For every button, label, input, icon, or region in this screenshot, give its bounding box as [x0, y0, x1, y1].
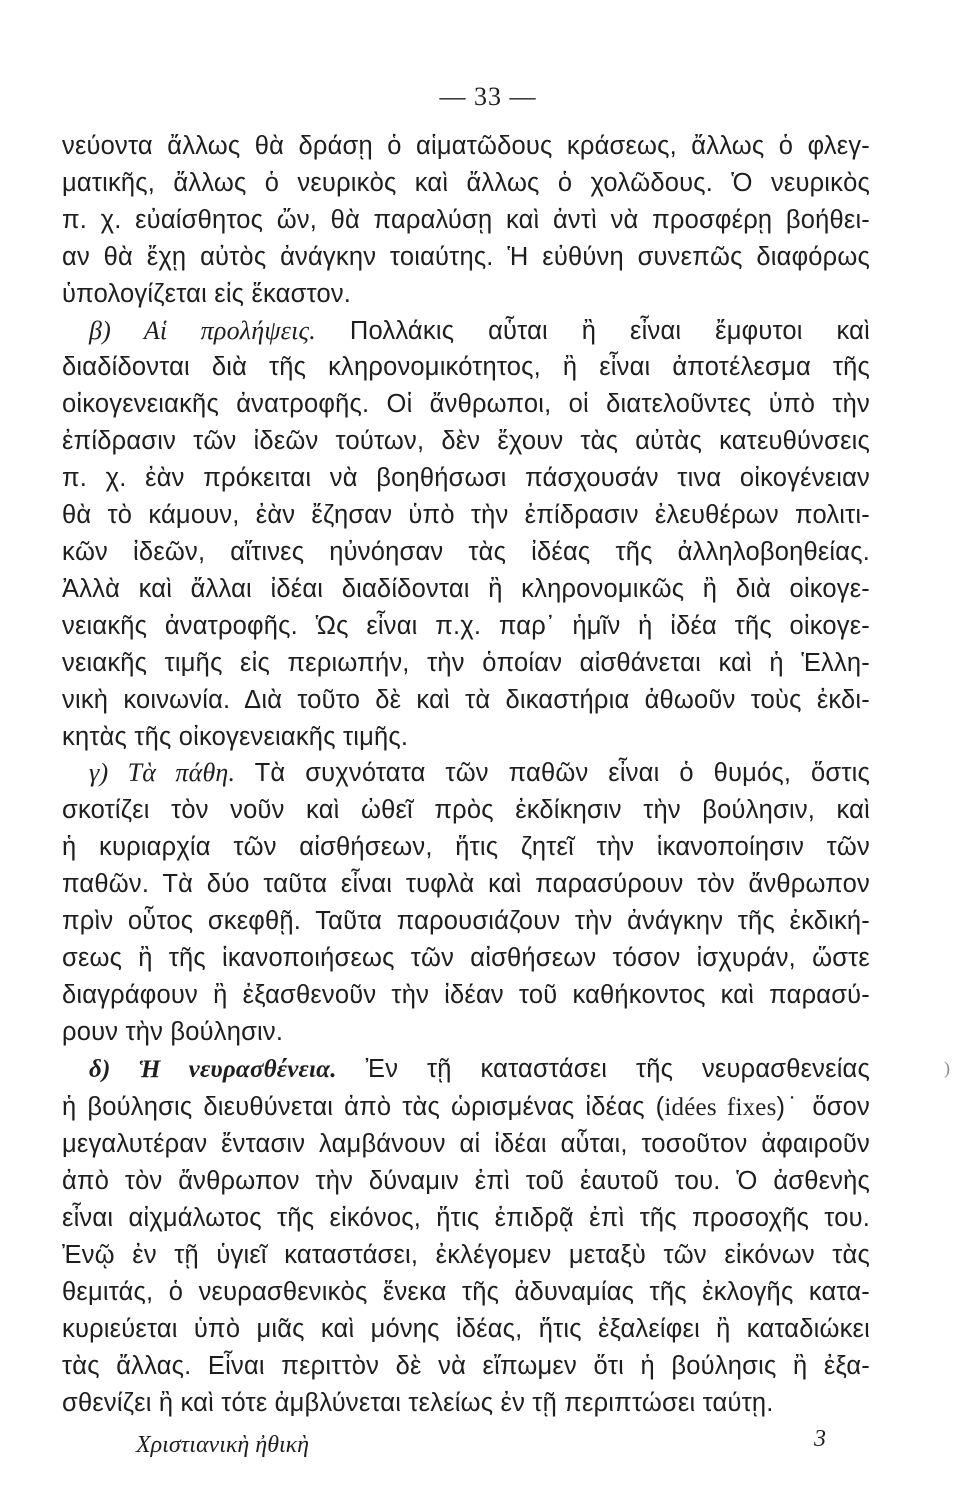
- text-line: τὰς ἄλλας. Εἶναι περιττὸν δὲ νὰ εἴπωμεν ὅτι ἡ βούλησις ἢ ἐξα-: [62, 1351, 870, 1380]
- paragraph-g-first-line: [62, 755, 870, 792]
- paragraph-g-heading: γ) Τὰ πάθη.: [89, 758, 236, 788]
- text-line: νεύοντα ἄλλως θὰ δράσῃ ὁ αἱματῶδους κράσεως, ἄλλως ὁ φλεγ-: [62, 132, 870, 160]
- paragraph-d-heading: δ) Ἡ νευρασθένεια.: [89, 1055, 337, 1083]
- text-line: οἰκογενειακῆς ἀνατροφῆς. Οἱ ἄνθρωποι, οἱ διατελοῦντες ὑπὸ τὴν: [62, 390, 870, 419]
- page-number: — 33 —: [439, 82, 537, 111]
- text-line: θὰ τὸ κάμουν, ἐὰν ἔζησαν ὑπὸ τὴν ἐπίδρασιν ἐλευθέρων πολιτι-: [62, 501, 870, 530]
- text-line: σκοτίζει τὸν νοῦν καὶ ὠθεῖ πρὸς ἐκδίκησιν τὴν βούλησιν, καὶ: [62, 796, 870, 825]
- paragraph-d-first-line: [62, 1051, 870, 1089]
- text-line: κυριεύεται ὑπὸ μιᾶς καὶ μόνης ἰδέας, ἥτις ἐξαλείφει ἢ καταδιώκει: [62, 1315, 870, 1343]
- text-line: Ἐνῷ ἐν τῇ ὑγιεῖ καταστάσει, ἐκλέγομεν μεταξὺ τῶν εἰκόνων τὰς: [62, 1241, 870, 1270]
- text-line: κητὰς τῆς οἰκογενειακῆς τιμῆς.: [62, 722, 409, 751]
- paragraph-b-first-line: [62, 313, 870, 350]
- signature-mark: 3: [814, 1426, 826, 1452]
- latin-phrase: idées fixes: [664, 1093, 777, 1121]
- text-line: ρουν τὴν βούλησιν.: [62, 1017, 284, 1046]
- footer-book-title: Χριστιανικὴ ἠθικὴ: [136, 1432, 310, 1458]
- text-line: διαγράφουν ἢ ἐξασθενοῦν τὴν ἰδέαν τοῦ καθήκοντος καὶ παρασύ-: [62, 980, 870, 1009]
- text-fragment: ἡ βούλησις διευθύνεται ἀπὸ τὰς ὡρισμένας ἰδέας (: [62, 1092, 665, 1121]
- text-line: πρὶν οὗτος σκεφθῇ. Ταῦτα παρουσιάζουν τὴν ἀνάγκην τῆς ἐκδική-: [62, 907, 870, 936]
- text-line: κῶν ἰδεῶν, αἵτινες ηὐνόησαν τὰς ἰδέας τῆς ἀλληλοβοηθείας.: [62, 537, 870, 566]
- text-line-with-latin: [62, 1089, 870, 1127]
- text-line: π. χ. ἐὰν πρόκειται νὰ βοηθήσωσι πάσχουσάν τινα οἰκογένειαν: [62, 464, 870, 493]
- text-line: νειακῆς ἀνατροφῆς. Ὡς εἶναι π.χ. παρ᾽ ἡμῖν ἡ ἰδέα τῆς οἰκογε-: [62, 611, 870, 640]
- text-line: διαδίδονται διὰ τῆς κληρονομικότητος, ἢ εἶναι ἀποτέλεσμα τῆς: [62, 353, 870, 382]
- text-line: εἶναι αἰχμάλωτος τῆς εἰκόνος, ἥτις ἐπιδρᾷ ἐπὶ τῆς προσοχῆς του.: [62, 1204, 870, 1233]
- paragraph-d-lead: Ἐν τῇ καταστάσει τῆς νευρασθενείας: [365, 1054, 870, 1083]
- text-line: νικὴ κοινωνία. Διὰ τοῦτο δὲ καὶ τὰ δικαστήρια ἀθωοῦν τοὺς ἐκδι-: [62, 685, 870, 714]
- page-footer: [136, 1426, 826, 1459]
- text-line: παθῶν. Τὰ δύο ταῦτα εἶναι τυφλὰ καὶ παρασύρουν τὸν ἄνθρωπον: [62, 870, 870, 899]
- text-line: ματικῆς, ἄλλως ὁ νευρικὸς καὶ ἄλλως ὁ χολῶδους. Ὁ νευρικὸς: [62, 168, 870, 197]
- text-line: ὑπολογίζεται εἰς ἕκαστον.: [62, 279, 352, 308]
- text-line: σεως ἢ τῆς ἱκανοποιήσεως τῶν αἰσθήσεων τόσον ἰσχυράν, ὥστε: [62, 943, 870, 972]
- paragraph-g-lead: Τὰ συχνότατα τῶν παθῶν εἶναι ὁ θυμός, ὅστις: [254, 759, 870, 788]
- text-line: θεμιτάς, ὁ νευρασθενικὸς ἕνεκα τῆς ἀδυναμίας τῆς ἐκλογῆς κατα-: [62, 1278, 870, 1307]
- text-line: Ἀλλὰ καὶ ἄλλαι ἰδέαι διαδίδονται ἢ κληρονομικῶς ἢ διὰ οἰκογε-: [62, 574, 870, 603]
- text-line: ἡ κυριαρχία τῶν αἰσθήσεων, ἥτις ζητεῖ τὴν ἱκανοποίησιν τῶν: [62, 833, 870, 862]
- text-fragment: )˙ ὅσον: [776, 1092, 870, 1121]
- text-line: ἐπίδρασιν τῶν ἰδεῶν τούτων, δὲν ἔχουν τὰς αὐτὰς κατευθύνσεις: [62, 427, 870, 456]
- body-text: [62, 128, 870, 1422]
- paragraph-b-heading: β) Αἱ προλήψεις.: [89, 315, 316, 345]
- paragraph-b-lead: Πολλάκις αὗται ἢ εἶναι ἔμφυτοι καὶ: [349, 316, 870, 345]
- text-line: σθενίζει ἢ καὶ τότε ἀμβλύνεται τελείως ἐν τῇ περιπτώσει ταύτῃ.: [62, 1388, 774, 1417]
- text-line: μεγαλυτέραν ἔντασιν λαμβάνουν αἱ ἰδέαι αὗται, τοσοῦτον ἀφαιροῦν: [62, 1130, 870, 1159]
- margin-mark: ): [944, 1058, 950, 1078]
- text-line: αν θὰ ἔχῃ αὐτὸς ἀνάγκην τοιαύτης. Ἡ εὐθύνη συνεπῶς διαφόρως: [62, 242, 870, 271]
- text-line: π. χ. εὐαίσθητος ὤν, θὰ παραλύσῃ καὶ ἀντὶ νὰ προσφέρῃ βοήθει-: [62, 205, 870, 234]
- text-line: νειακῆς τιμῆς εἰς περιωπήν, τὴν ὁποίαν αἰσθάνεται καὶ ἡ Ἑλλη-: [62, 648, 870, 677]
- text-line: ἀπὸ τὸν ἄνθρωπον τὴν δύναμιν ἐπὶ τοῦ ἑαυτοῦ του. Ὁ ἀσθενὴς: [62, 1167, 870, 1196]
